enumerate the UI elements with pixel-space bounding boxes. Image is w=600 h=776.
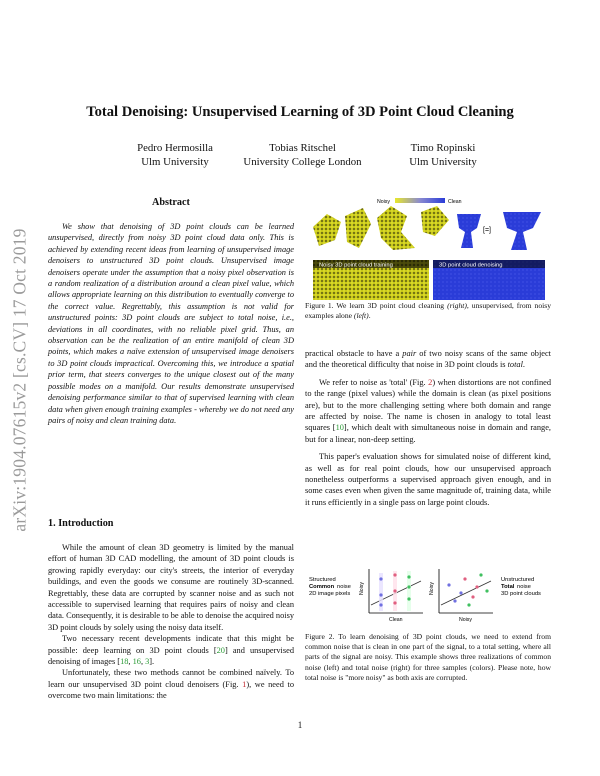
author-name: Timo Ropinski [410, 142, 476, 154]
legend-clean-label: Clean [448, 199, 462, 205]
svg-text:2D image pixels: 2D image pixels [309, 591, 351, 597]
figure-ref-link[interactable]: 1 [242, 679, 247, 689]
abstract-text: We show that denoising of 3D point clouds can be learned unsupervised, directly from noisy 3D point cloud data only. This is achieved by extending recent ideas from learning of unsupervised image denoisers to unstructured 3D point clouds. Unsupervised image denoisers operate under the assumption that a noisy pixel observation is a random realization of a distribution around a clean pixel value, which allows appropriate learning on this distribution to eventually converge to the correct value. Regrettably, this assumption is not valid for unstructured points: 3D point clouds are subject to total noise, i.e., deviations in all coordinates, with no reliable pixel grid. Thus, an observation can be the realization of an entire manifold of clean 3D points, which makes a naïve extension of unsupervised image denoisers to 3D point clouds impractical. Overcoming this, we introduce a spatial prior term, that steers converges to the unique closest out of the many possible modes on a manifold. Our results demonstrate unsupervised denoising performance similar to that of supervised learning with clean data when given enough training examples - whereby we do not need any pairs of noisy and clean training data. [48, 222, 294, 425]
intro-paragraph-3: Unfortunately, these two methods cannot be combined naïvely. To learn our unsupervised 3D point cloud denoisers (Fig. 1), we need to overcome two main limitations: the [48, 668, 294, 701]
fig2-axis-clean: Clean [389, 617, 403, 623]
author-affiliation: Ulm University [141, 156, 209, 168]
citation-link[interactable]: 16 [132, 657, 141, 667]
paper-title: Total Denoising: Unsupervised Learning of 3D Point Cloud Cleaning [86, 104, 514, 120]
legend-noisy-label: Noisy [377, 199, 390, 205]
fig2-left-label: Structured [309, 577, 336, 583]
legend-gradient [395, 198, 445, 203]
author-name: Pedro Hermosilla [137, 142, 213, 154]
figure-2-caption: Figure 2. To learn denoising of 3D point clouds, we need to extend from common noise that is clean in one part of the signal, to a total setting, where all parts of the signal are noisy. This example shows three realizations of common noise (left) and total noise (right) for three samples (colors). Please note, how total noise is "more noisy" as both axis are corrupted. [305, 632, 551, 682]
section-heading-introduction: 1. Introduction [48, 518, 114, 529]
arxiv-stamp-text: arXiv:1904.07615v2 [cs.CV] 17 Oct 2019 [9, 228, 30, 532]
citation-link[interactable]: 20 [216, 645, 225, 655]
svg-text:Noisy: Noisy [459, 617, 472, 623]
author-name: Tobias Ritschel [269, 142, 336, 154]
citation-link[interactable]: 18 [120, 657, 129, 667]
fig2-axis-noisy: Noisy [359, 582, 365, 595]
abstract [48, 221, 294, 426]
intro-paragraph-2: Two necessary recent developments indicate that this might be possible: deep learning on 3D point clouds [20] and unsupervised denoising of images [18, 16, 3]. [48, 634, 294, 667]
clean-shapes [457, 212, 541, 250]
page-number: 1 [297, 720, 303, 730]
noisy-shapes [313, 206, 449, 250]
right-paragraph-2: We refer to noise as 'total' (Fig. 2) when distortions are not confined to the range (pixel values) while the domain is clean (as pixel positions are), but to the more challenging setting where both domain and range are affected by noise. The name is chosen in analogy to total least squares [10], which dealt with simultaneous noise in domain and range, but for a linear, non-deep setting. [305, 377, 551, 444]
introduction [48, 542, 294, 702]
author-affiliation: Ulm University [409, 156, 477, 168]
arxiv-stamp [0, 150, 40, 610]
panel-label-denoising: 3D point cloud denoising [439, 262, 503, 269]
svg-text:noise: noise [337, 584, 351, 590]
author-affiliation: University College London [243, 156, 362, 168]
figure-2 [305, 565, 551, 625]
right-paragraph-1: practical obstacle to have a pair of two noisy scans of the same object and the theoretical difficulty that noise in 3D point clouds is total. [305, 349, 551, 370]
author-3 [388, 141, 498, 169]
citation-link[interactable]: 10 [335, 423, 344, 433]
svg-text:[=]: [=] [483, 227, 491, 234]
svg-text:Total: Total [501, 584, 515, 590]
figure-1-caption: Figure 1. We learn 3D point cloud cleaning (right), unsupervised, from noisy examples alone (left). [305, 301, 552, 321]
fig2-right-label: Unstructured [501, 577, 535, 583]
right-column-text [305, 348, 551, 514]
panel-label-noisy: Noisy 3D point cloud training [319, 262, 393, 269]
svg-text:3D point clouds: 3D point clouds [501, 591, 541, 597]
svg-text:Noisy: Noisy [429, 582, 435, 595]
author-1 [105, 141, 245, 169]
right-paragraph-3: This paper's evaluation shows for simulated noise of different kind, as well as for real point clouds, how our unsupervised approach nonetheless outperforms a supervised approach given enough, and in some cases even when given the same magnitude of, training data, while it runs efficiently in a single pass on large point clouds. [305, 452, 551, 507]
intro-paragraph-1: While the amount of clean 3D geometry is limited by the manual effort of human 3D CAD modelling, the amount of 3D point clouds is growing rapidly everyday: our city's streets, the interior of everyday buildings, and even the goods we consume are routinely 3D-scanned. Regrettably, these data are corrupted by scanner noise and as such not accessible to supervised learning that requires pairs of noisy and clean data. Consequently, it is desirable to be able to denoise the acquired noisy 3D point clouds by solely using the noisy data itself. [48, 543, 294, 632]
abstract-heading: Abstract [152, 197, 190, 208]
svg-text:Common: Common [309, 584, 335, 590]
citation-link[interactable]: 3 [145, 657, 150, 667]
author-2 [225, 141, 380, 169]
figure-1 [305, 192, 551, 302]
figure-ref-link[interactable]: 2 [428, 377, 433, 387]
svg-text:noise: noise [517, 584, 531, 590]
